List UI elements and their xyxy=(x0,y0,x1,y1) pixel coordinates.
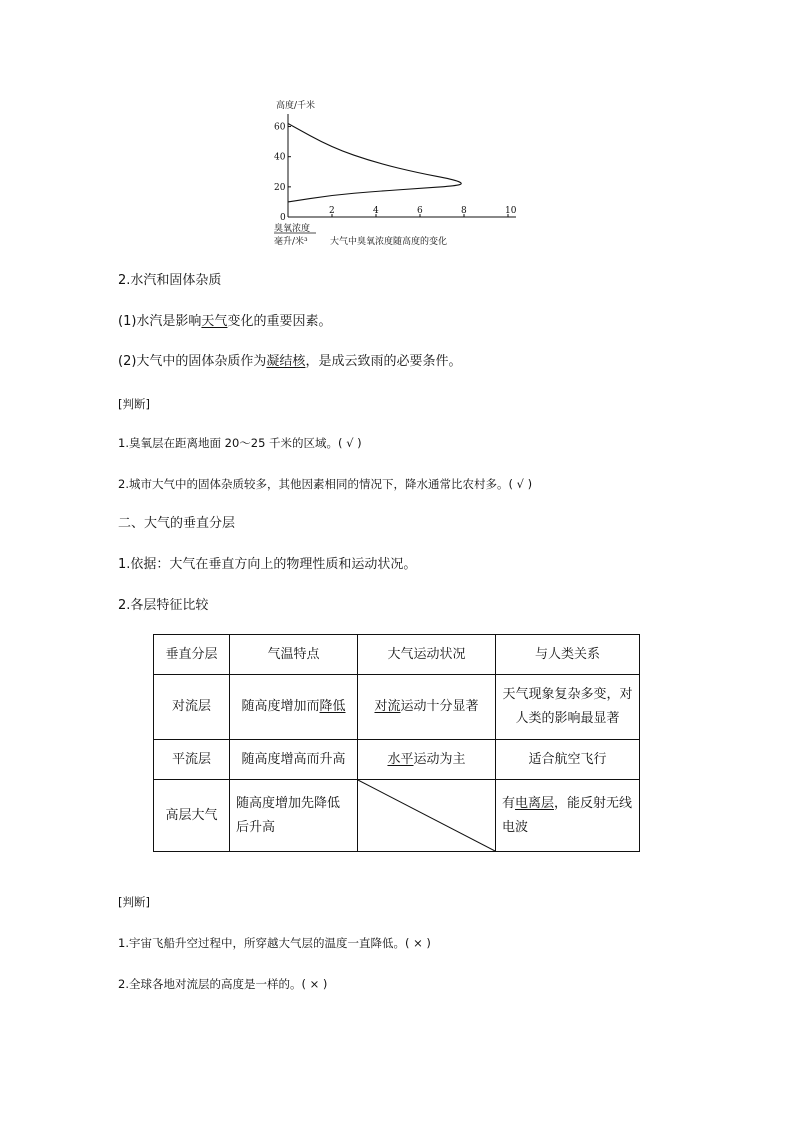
ozone-chart xyxy=(268,94,528,254)
row1-temp-keyword: 降低 xyxy=(319,699,346,714)
section2-item1 xyxy=(118,313,331,331)
table-row xyxy=(154,780,640,852)
x-tick-label: 2 xyxy=(329,206,335,216)
row3-layer: 高层大气 xyxy=(154,780,230,852)
chart-series xyxy=(288,124,461,202)
chart-ticks xyxy=(274,123,517,223)
x-axis-label-line1: 臭氧浓度 xyxy=(274,224,311,234)
row3-human-post: ，能反射无线电波 xyxy=(502,795,633,835)
y-tick-label: 20 xyxy=(274,182,286,193)
row1-temp xyxy=(230,675,358,740)
part2-compare: 2.各层特征比较 xyxy=(118,598,209,613)
x-tick-label: 10 xyxy=(505,206,517,216)
row1-layer: 对流层 xyxy=(154,675,230,740)
table-row xyxy=(154,740,640,780)
y-axis-label: 高度/千米 xyxy=(276,101,316,111)
y-tick-label: 40 xyxy=(274,152,286,163)
y-tick-label: 60 xyxy=(274,122,286,133)
row1-temp-pre: 随高度增加而 xyxy=(241,699,320,714)
judge2-label: [判断] xyxy=(118,895,150,909)
row1-motion xyxy=(358,675,496,740)
judge1-q2: 2.城市大气中的固体杂质较多，其他因素相同的情况下，降水通常比农村多。( √ ) xyxy=(118,477,533,491)
row3-human xyxy=(496,780,640,852)
row3-human-pre: 有 xyxy=(502,795,516,811)
ozone-curve xyxy=(288,124,461,202)
row2-temp: 随高度增高而升高 xyxy=(230,740,358,780)
item2-pre: (2)大气中的固体杂质作为 xyxy=(118,354,267,369)
row1-motion-keyword: 对流 xyxy=(374,699,401,714)
x-tick-label: 8 xyxy=(461,206,467,216)
row1-human: 天气现象复杂多变，对人类的影响最显著 xyxy=(496,675,640,740)
header-layer: 垂直分层 xyxy=(154,635,230,675)
row3-human-keyword: 电离层 xyxy=(515,795,555,811)
part2-basis: 1.依据：大气在垂直方向上的物理性质和运动状况。 xyxy=(118,557,417,572)
row2-motion-post: 运动为主 xyxy=(413,751,466,767)
item1-keyword: 天气 xyxy=(201,314,228,329)
chart-axes xyxy=(288,114,516,217)
x-tick-label: 6 xyxy=(417,206,423,216)
chart-caption: 大气中臭氧浓度随高度的变化 xyxy=(330,237,448,247)
item1-pre: (1)水汽是影响 xyxy=(118,314,202,329)
row2-human: 适合航空飞行 xyxy=(496,740,640,780)
judge2-q2: 2.全球各地对流层的高度是一样的。( × ) xyxy=(118,977,328,991)
header-temp: 气温特点 xyxy=(230,635,358,675)
header-motion: 大气运动状况 xyxy=(358,635,496,675)
item2-keyword: 凝结核 xyxy=(266,354,306,369)
section2-item2 xyxy=(118,353,461,371)
judge2-q1: 1.宇宙飞船升空过程中，所穿越大气层的温度一直降低。( × ) xyxy=(118,936,431,950)
row1-motion-post: 运动十分显著 xyxy=(400,699,479,714)
item2-post: ，是成云致雨的必要条件。 xyxy=(305,354,462,369)
layer-comparison-table xyxy=(153,634,640,852)
x-axis-label-line2: 毫升/米³ xyxy=(274,237,308,247)
item1-post: 变化的重要因素。 xyxy=(227,314,332,329)
x-tick-label: 4 xyxy=(373,206,379,216)
part2-heading: 二、大气的垂直分层 xyxy=(118,516,236,531)
diagonal-slash xyxy=(358,780,495,851)
header-human: 与人类关系 xyxy=(496,635,640,675)
section2-heading: 2.水汽和固体杂质 xyxy=(118,273,222,288)
judge1-label: [判断] xyxy=(118,397,150,411)
row3-motion-empty xyxy=(358,780,496,852)
y-tick-label: 0 xyxy=(280,213,286,223)
table-row xyxy=(154,675,640,740)
row2-motion xyxy=(358,740,496,780)
row2-layer: 平流层 xyxy=(154,740,230,780)
row2-motion-keyword: 水平 xyxy=(387,751,414,767)
row3-temp: 随高度增加先降低后升高 xyxy=(230,780,358,852)
judge1-q1: 1.臭氧层在距离地面 20～25 千米的区域。( √ ) xyxy=(118,436,362,450)
table-header-row xyxy=(154,635,640,675)
